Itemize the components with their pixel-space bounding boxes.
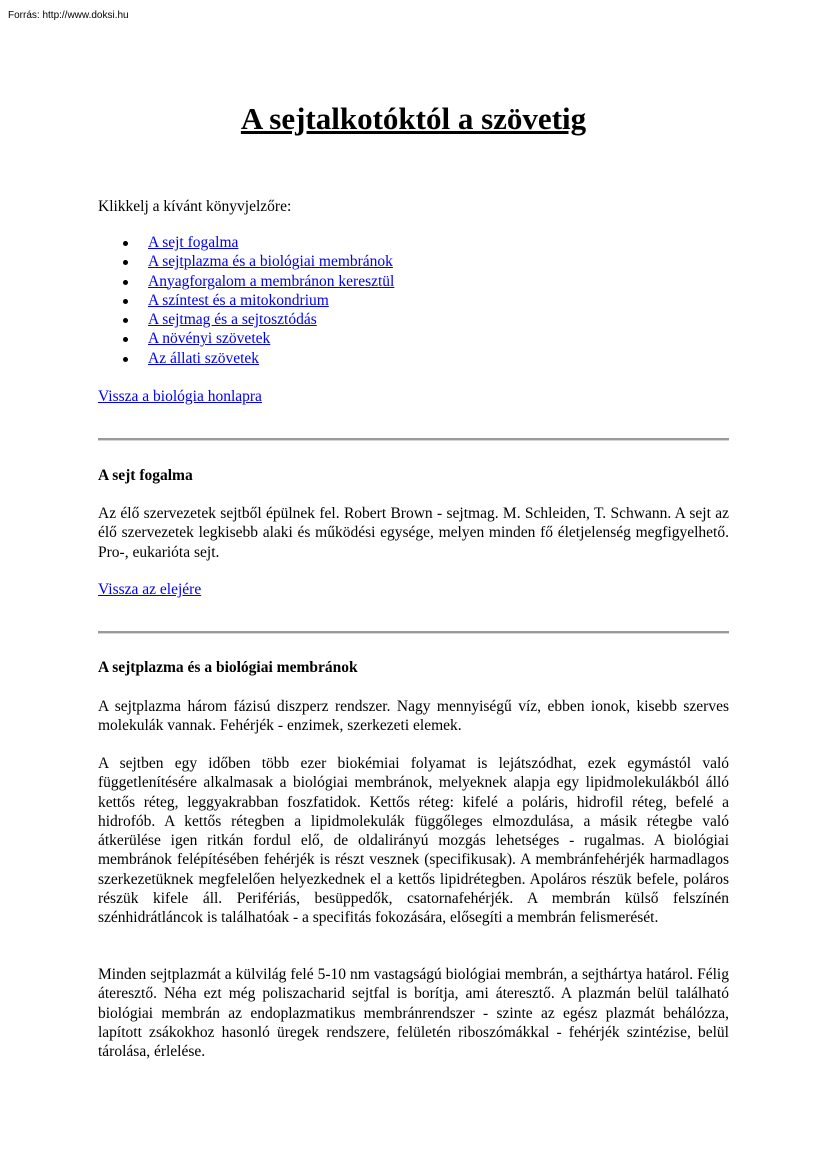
list-item [98, 349, 394, 368]
toc-link-szintest[interactable]: A színtest és a mitokondrium [148, 291, 329, 309]
intro-text: Klikkelj a kívánt könyvjelzőre: [98, 198, 292, 215]
back-to-biology-home-link[interactable]: Vissza a biológia honlapra [98, 388, 262, 405]
section-heading-sejtplazma: A sejtplazma és a biológiai membránok [98, 659, 358, 676]
page-title: A sejtalkotóktól a szövetig [240, 101, 587, 136]
toc-link-sejt-fogalma[interactable]: A sejt fogalma [148, 234, 239, 251]
source-label: Forrás: http://www.doksi.hu [8, 10, 129, 21]
divider [98, 631, 729, 634]
list-item [98, 310, 394, 329]
list-item [98, 272, 394, 291]
back-to-top-paragraph [98, 580, 729, 599]
section-heading-sejt-fogalma: A sejt fogalma [98, 467, 193, 484]
toc-link-anyagforgalom[interactable]: Anyagforgalom a membránon keresztül [148, 272, 395, 290]
section2-paragraph-3: Minden sejtplazmát a külvilág felé 5-10 nm vastagságú biológiai membrán, a sejthártya határol. Félig áteresztő. Néha ezt még poliszacharid sejtfal is borítja, ami áteresztő. A plazmán belül található biológiai membrán az endoplazmatikus membránrendszer - szinte az egész plazmát behálózza, lapított zsákokhoz hasonló üregek rendszere, felületén riboszómákkal - fehérjék szintézise, belül tárolása, érlelése. [98, 966, 729, 1061]
divider [98, 438, 729, 441]
back-to-top-link[interactable]: Vissza az elejére [98, 581, 202, 598]
list-item [98, 329, 394, 348]
section2-paragraph-2: A sejtben egy időben több ezer biokémiai folyamat is lejátszódhat, ezek egymástól való függetlenítésére alkalmasak a biológiai membránok, melyeknek alapja egy lipidmolekulákból álló kettős réteg, leggyakrabban foszfatidok. Kettős réteg: kifelé a poláris, hidrofil réteg, befelé a hidrofób. A kettős rétegben a lipidmolekulák függőleges elmozdulása, a másik rétegbe való átkerülése igen ritkán fordul elő, de oldalirányú mozgás lehetséges - rugalmas. A biológiai membránok felépítésében fehérjék is részt vesznek (specifikusak). A membránfehérjék harmadlagos szerkezetüknek megfelelően helyezkednek el a kettős lipidrétegben. Apoláros részük befele, poláros részük kifele áll. Perifériás, besüppedők, csatornafehérjék. A membrán külső felszínén szénhidrátláncok is találhatóak - a specifitás fokozására, elősegíti a membrán felismerését. [98, 755, 729, 927]
section1-paragraph: Az élő szervezetek sejtből épülnek fel. Robert Brown - sejtmag. M. Schleiden, T. Schwann. A sejt az élő szervezetek legkisebb alaki és működési egysége, melyen minden fő életjelenség megfigyelhető. Pro-, eukarióta sejt. [98, 505, 729, 561]
list-item [98, 252, 394, 271]
toc-link-allati-szovetek[interactable]: Az állati szövetek [148, 349, 260, 367]
toc-link-sejtmag[interactable]: A sejtmag és a sejtosztódás [148, 311, 317, 329]
bookmark-list [98, 233, 394, 368]
toc-link-sejtplazma[interactable]: A sejtplazma és a biológiai membránok [148, 253, 393, 271]
section2-paragraph-1: A sejtplazma három fázisú diszperz rendszer. Nagy mennyiségű víz, ebben ionok, kisebb szerves molekulák vannak. Fehérjék - enzimek, szerkezeti elemek. [98, 698, 729, 735]
toc-link-novenyi-szovetek[interactable]: A növényi szövetek [148, 330, 271, 348]
list-item [98, 233, 394, 252]
list-item [98, 291, 394, 310]
back-home-paragraph [98, 387, 729, 406]
